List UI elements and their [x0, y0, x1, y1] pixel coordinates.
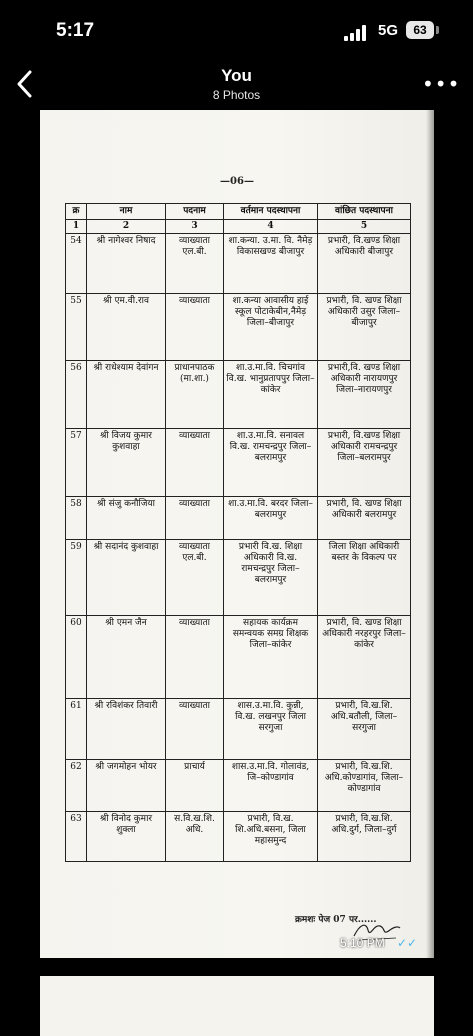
table-row — [66, 699, 411, 760]
table-cell: प्रभारी, वि.ख.शि. अधि.दुर्ग, जिला–दुर्ग — [318, 812, 411, 862]
table-cell: शा.उ.मा.वि. सनावल वि.ख. रामचन्द्रपुर जिला–बलरामपुर — [224, 429, 318, 497]
photo-viewer[interactable] — [40, 110, 434, 958]
table-cell: शास.उ.मा.वि. गोलावंड, जि–कोण्डागांव — [224, 760, 318, 812]
network-label: 5G — [378, 22, 399, 39]
table-row — [66, 361, 411, 429]
table-cell: 60 — [66, 616, 87, 699]
table-row — [66, 234, 411, 294]
table-cell: स.वि.ख.शि. अधि. — [166, 812, 224, 862]
table-cell: प्राधानपाठक (मा.शा.) — [166, 361, 224, 429]
table-cell: प्रभारी, वि. खण्ड शिक्षा अधिकारी नरहरपुर जिला–कांकेर — [318, 616, 411, 699]
table-cell: श्री एमन जैन — [87, 616, 166, 699]
column-number: 4 — [224, 220, 318, 234]
next-photo-preview[interactable] — [40, 976, 434, 1036]
read-ticks-icon: ✓✓ — [397, 936, 418, 950]
signal-icon — [344, 25, 372, 41]
table-cell: व्याख्याता एल.बी. — [166, 540, 224, 616]
table-cell: 58 — [66, 497, 87, 540]
table-cell: प्राचार्य — [166, 760, 224, 812]
table-cell: 55 — [66, 294, 87, 361]
table-cell: व्याख्याता एल.बी. — [166, 234, 224, 294]
table-cell: प्रभारी, वि. खण्ड शिक्षा अधिकारी बलरामपुर — [318, 497, 411, 540]
table-cell: 62 — [66, 760, 87, 812]
table-cell: श्री जगमोहन भोयर — [87, 760, 166, 812]
table-cell: श्री संजु कनौजिया — [87, 497, 166, 540]
transfer-table — [65, 203, 411, 862]
nav-bar — [0, 60, 473, 112]
photo-timestamp: 5:10 PM — [340, 936, 385, 950]
table-cell: 54 — [66, 234, 87, 294]
column-header: वर्तमान पदस्थापना — [224, 204, 318, 220]
table-cell: 57 — [66, 429, 87, 497]
table-cell: व्याख्याता — [166, 497, 224, 540]
table-cell: प्रभारी,वि. खण्ड शिक्षा अधिकारी नारायणपुर जिला–नारायणपुर — [318, 361, 411, 429]
page-edge-shadow — [426, 110, 434, 958]
table-row — [66, 497, 411, 540]
table-cell: सहायक कार्यक्रम समन्वयक समग्र शिक्षक जिला–कांकेर — [224, 616, 318, 699]
table-cell: श्री विजय कुमार कुशवाहा — [87, 429, 166, 497]
ellipsis-icon: ••• — [422, 72, 461, 96]
table-cell: प्रभारी, वि.ख.शि. अधि.बतौली, जिला–सरगुजा — [318, 699, 411, 760]
nav-title: You — [221, 66, 252, 85]
table-cell: 63 — [66, 812, 87, 862]
table-cell: श्री नागेश्वर निषाद — [87, 234, 166, 294]
nav-subtitle: 8 Photos — [212, 88, 261, 102]
page-number: —06— — [220, 176, 254, 187]
table-cell: शा.कन्या आवासीय हाई स्कूल पोटाकेबीन,नैमेड़ जिला–बीजापुर — [224, 294, 318, 361]
more-options-button[interactable] — [422, 70, 461, 98]
status-time: 5:17 — [56, 20, 95, 41]
column-number: 2 — [87, 220, 166, 234]
table-row — [66, 540, 411, 616]
table-cell: श्री सदानंद कुशवाहा — [87, 540, 166, 616]
table-row — [66, 294, 411, 361]
column-number: 1 — [66, 220, 87, 234]
table-cell: व्याख्याता — [166, 616, 224, 699]
status-bar — [0, 0, 473, 60]
table-cell: शा.उ.मा.वि. बरदर जिला–बलरामपुर — [224, 497, 318, 540]
table-cell: प्रभारी, वि.ख.शि. अधि.कोण्डागांव, जिला–कोण्डागांव — [318, 760, 411, 812]
column-header: नाम — [87, 204, 166, 220]
table-cell: 61 — [66, 699, 87, 760]
column-header: क्र — [66, 204, 87, 220]
table-cell: शा.कन्या. उ.मा. वि. नैमेड़ विकासखण्ड बीजापुर — [224, 234, 318, 294]
table-row — [66, 812, 411, 862]
battery-icon: 63 — [406, 21, 434, 39]
table-cell: 56 — [66, 361, 87, 429]
table-cell: प्रभारी, वि. खण्ड शिक्षा अधिकारी उसुर जिला–बीजापुर — [318, 294, 411, 361]
table-row — [66, 616, 411, 699]
table-cell: श्री राधेश्याम देवांगन — [87, 361, 166, 429]
table-cell: श्री विनोद कुमार शुक्ला — [87, 812, 166, 862]
table-cell: श्री रविशंकर तिवारी — [87, 699, 166, 760]
table-cell: प्रभारी, वि.खण्ड शिक्षा अधिकारी बीजापुर — [318, 234, 411, 294]
table-cell: व्याख्याता — [166, 429, 224, 497]
table-cell: श्री एम.वी.राव — [87, 294, 166, 361]
table-cell: प्रभारी, वि.ख. शि.अधि.बसना, जिला महासमुन्द — [224, 812, 318, 862]
table-cell: जिला शिक्षा अधिकारी बस्तर के विकल्प पर — [318, 540, 411, 616]
column-header: वांछित पदस्थापना — [318, 204, 411, 220]
column-header: पदनाम — [166, 204, 224, 220]
column-number-row — [66, 220, 411, 234]
battery-tip — [436, 26, 439, 34]
table-cell: 59 — [66, 540, 87, 616]
table-cell: शास.उ.मा.वि. कुन्नी, वि.ख. लखनपुर जिला सरगुजा — [224, 699, 318, 760]
column-number: 3 — [166, 220, 224, 234]
table-cell: व्याख्याता — [166, 294, 224, 361]
document-page — [40, 110, 434, 958]
table-cell: प्रभारी, वि.खण्ड शिक्षा अधिकारी रामचन्द्रपुर जिला–बलरामपुर — [318, 429, 411, 497]
table-cell: शा.उ.मा.वि. चिचगांव वि.ख. भानुप्रतापपुर जिला–कांकेर — [224, 361, 318, 429]
table-header-row — [66, 204, 411, 220]
table-cell: व्याख्याता — [166, 699, 224, 760]
table-row — [66, 760, 411, 812]
continue-note: क्रमशः पेज 07 पर...... — [295, 915, 377, 925]
table-row — [66, 429, 411, 497]
column-number: 5 — [318, 220, 411, 234]
table-cell: प्रभारी वि.ख. शिक्षा अधिकारी वि.ख. रामचन्द्रपुर जिला–बलरामपुर — [224, 540, 318, 616]
